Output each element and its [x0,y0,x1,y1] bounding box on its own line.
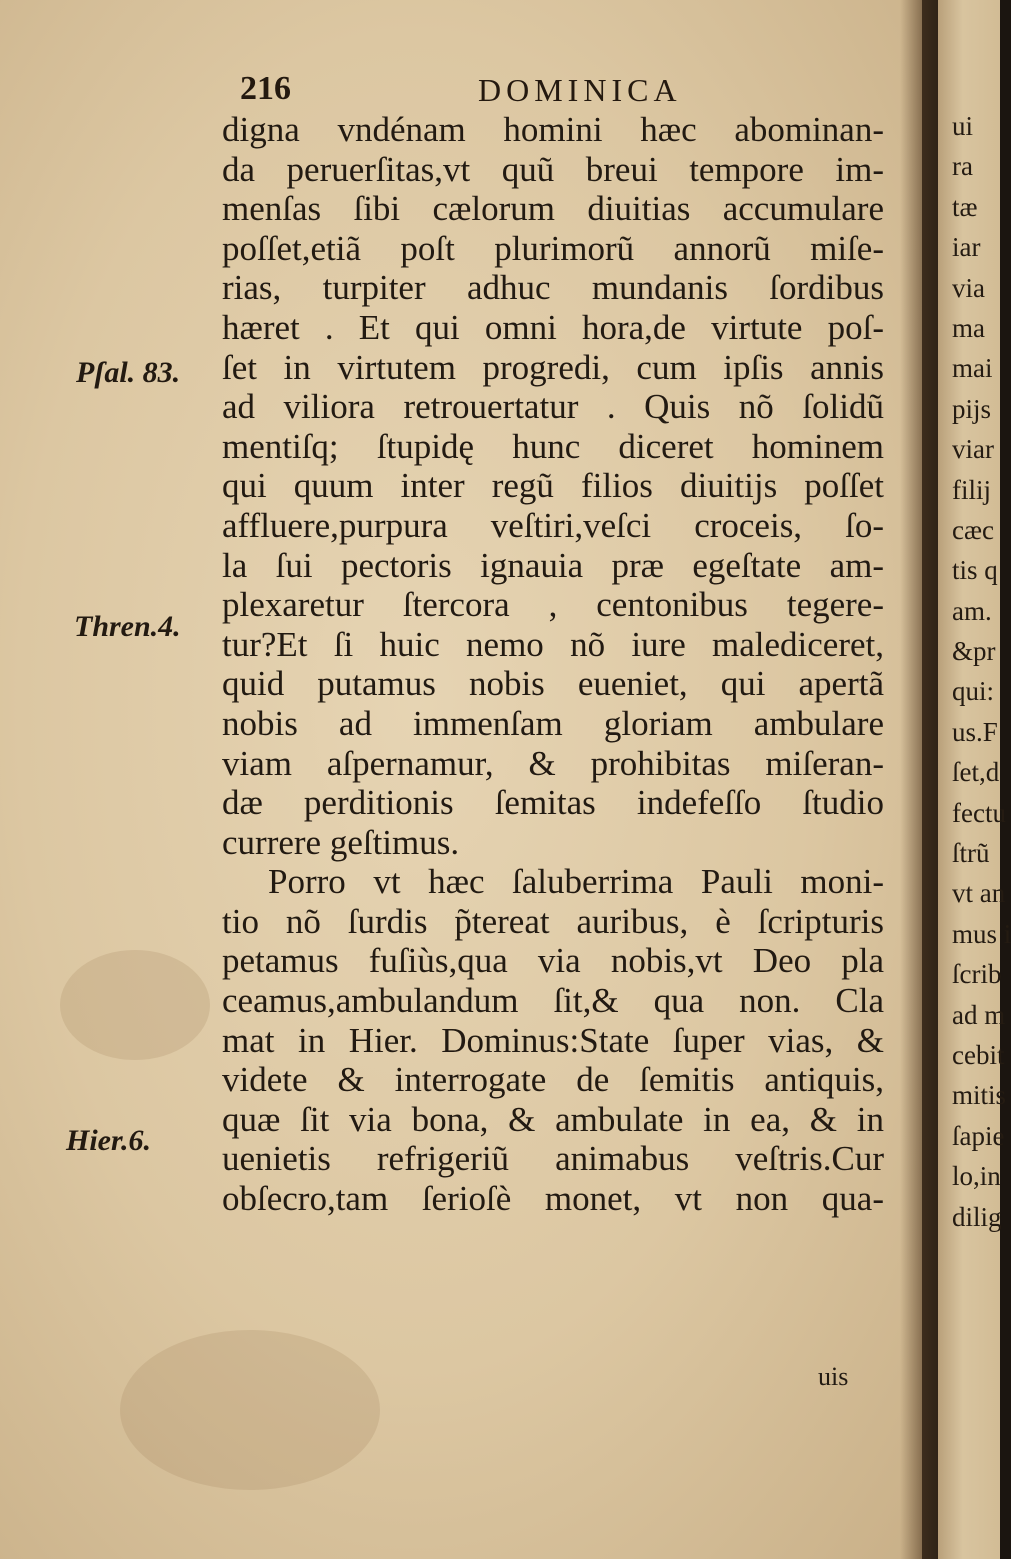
facing-page-text [938,106,1011,1237]
text-line: petamus fuſiùs,qua via nobis,vt Deo pla [222,941,884,981]
text-fragment: tis q [952,555,998,586]
text-fragment: lo,in [952,1161,1001,1192]
text-line: da peruerſitas,vt quũ breui tempore im- [222,149,884,189]
text-fragment: filij [952,474,991,505]
text-line: quæ ſit via bona, & ambulate in ea, & in [222,1099,884,1139]
text-fragment: ra [952,151,973,182]
text-line: obſecro,tam ſerioſè monet, vt non qua- [222,1179,884,1219]
page-number: 216 [240,70,291,107]
text-line: qui quum inter regũ filios diuitijs poſſet [222,466,884,506]
text-fragment: pijs [952,393,992,424]
body-text [222,110,884,1219]
text-fragment: ſcrib [952,959,1002,990]
catchword: uis [818,1362,849,1391]
text-fragment: us.F [952,716,998,747]
paper-stain [120,1330,380,1490]
margin-note-jeremiah: Hier.6. [66,1124,152,1157]
text-line: viam aſpernamur, & prohibitas miſeran- [222,743,884,783]
text-fragment: ma [952,312,985,343]
text-line: ad viliora retrouertatur . Quis nõ ſolidũ [222,387,884,427]
page-header [240,70,900,110]
text-fragment: viar [952,434,994,465]
text-fragment: &pr [952,636,996,667]
text-fragment: ui [952,111,974,141]
text-line: videte & interrogate de ſemitis antiquis, [222,1060,884,1100]
text-fragment: ſet,d [952,757,1000,788]
margin-note-threnodies: Thren.4. [74,610,181,643]
text-line: uenietis refrigeriũ animabus veſtris.Cur [222,1139,884,1179]
text-line: quid putamus nobis eueniet, qui apertã [222,664,884,704]
text-fragment: ſapie [952,1120,1005,1151]
text-line: hæret . Et qui omni hora,de virtute poſ- [222,307,884,347]
facing-page-edge [938,0,1011,1559]
text-fragment: ſtrũ [952,838,990,869]
text-line: tio nõ ſurdis p̃tereat auribus, è ſcripturis [222,901,884,941]
text-line: mentiſq; ſtupidę hunc diceret hominem [222,426,884,466]
text-fragment: ad m [952,999,1006,1030]
text-line: rias, turpiter adhuc mundanis ſordibus [222,268,884,308]
margin-note-psalm: Pſal. 83. [76,356,181,389]
text-fragment: tæ [952,191,978,222]
text-line: menſas ſibi cælorum diuitias accumulare [222,189,884,229]
text-fragment: mai [952,353,993,384]
text-line: Porro vt hæc ſaluberrima Pauli moni- [268,862,884,902]
text-line: affluere,purpura veſtiri,veſci croceis, ſo- [222,505,884,545]
text-line: ceamus,ambulandum ſit,& qua non. Cla [222,981,884,1021]
text-fragment: dilig [952,1201,1002,1232]
text-line: dæ perditionis ſemitas indefeſſo ſtudio [222,783,884,823]
text-line: mat in Hier. Dominus:State ſuper vias, & [222,1020,884,1060]
text-line: ſet in virtutem progredi, cum ipſis annis [222,347,884,387]
text-line: la ſui pectoris ignauia præ egeſtate am- [222,545,884,585]
text-fragment: cebit [952,1039,1005,1070]
text-fragment: fectu [952,797,1006,828]
running-head: DOMINICA [478,72,682,108]
text-line: plexaretur ſtercora , centonibus tegere- [222,585,884,625]
text-line: tur?Et ſi huic nemo nõ iure malediceret, [222,624,884,664]
text-fragment: am. [952,595,992,626]
text-line: nobis ad immenſam gloriam ambulare [222,703,884,743]
paper-stain [60,950,210,1060]
text-fragment: mus i [952,918,1011,949]
text-line: poſſet,etiã poſt plurimorũ annorũ miſe- [222,228,884,268]
text-fragment: mitis [952,1080,1007,1111]
text-fragment: qui: [952,676,995,707]
text-line: currere geſtimus. [222,822,460,862]
text-fragment: cæc [952,514,994,545]
text-fragment: iar [952,232,981,263]
text-fragment: via [952,272,985,303]
text-line: digna vndénam homini hæc abominan- [222,110,884,149]
text-fragment: vt an [952,878,1006,909]
